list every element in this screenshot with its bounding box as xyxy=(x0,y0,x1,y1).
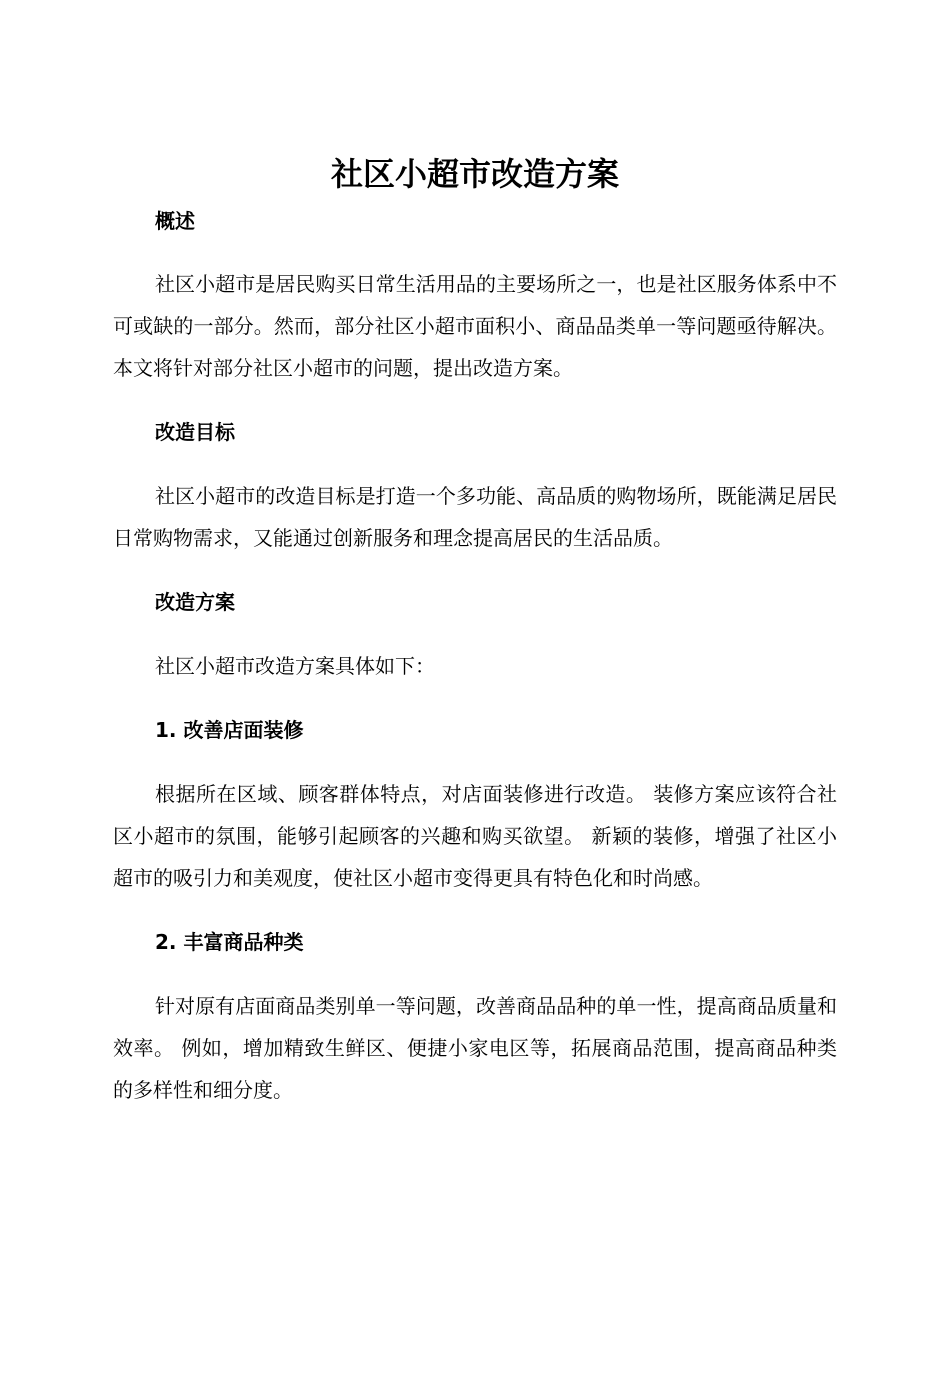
section-heading-item1: 1. 改善店面装修 xyxy=(155,718,304,742)
section-paragraph-overview: 社区小超市是居民购买日常生活用品的主要场所之一，也是社区服务体系中不可或缺的一部分。然而，部分社区小超市面积小、商品品类单一等问题亟待解决。本文将针对部分社区小超市的问题，提出改造方案。 xyxy=(113,272,837,380)
section-heading-overview: 概述 xyxy=(155,209,195,233)
section-paragraph-plan: 社区小超市改造方案具体如下： xyxy=(155,654,435,678)
page-title: 社区小超市改造方案 xyxy=(330,155,619,193)
section-paragraph-goal: 社区小超市的改造目标是打造一个多功能、高品质的购物场所，既能满足居民日常购物需求，又能通过创新服务和理念提高居民的生活品质。 xyxy=(113,484,837,550)
section-heading-item2: 2. 丰富商品种类 xyxy=(155,930,304,954)
section-paragraph-item1: 根据所在区域、顾客群体特点，对店面装修进行改造。 装修方案应该符合社区小超市的氛围，能够引起顾客的兴趣和购买欲望。 新颖的装修，增强了社区小超市的吸引力和美观度，使社区小超市变得更具有特色化和时尚感。 xyxy=(113,782,837,890)
section-heading-plan: 改造方案 xyxy=(155,590,235,614)
section-heading-goal: 改造目标 xyxy=(155,420,235,444)
document-page xyxy=(0,150,950,1380)
section-paragraph-item2: 针对原有店面商品类别单一等问题，改善商品品种的单一性，提高商品质量和效率。 例如，增加精致生鲜区、便捷小家电区等，拓展商品范围，提高商品种类的多样性和细分度。 xyxy=(113,994,837,1102)
